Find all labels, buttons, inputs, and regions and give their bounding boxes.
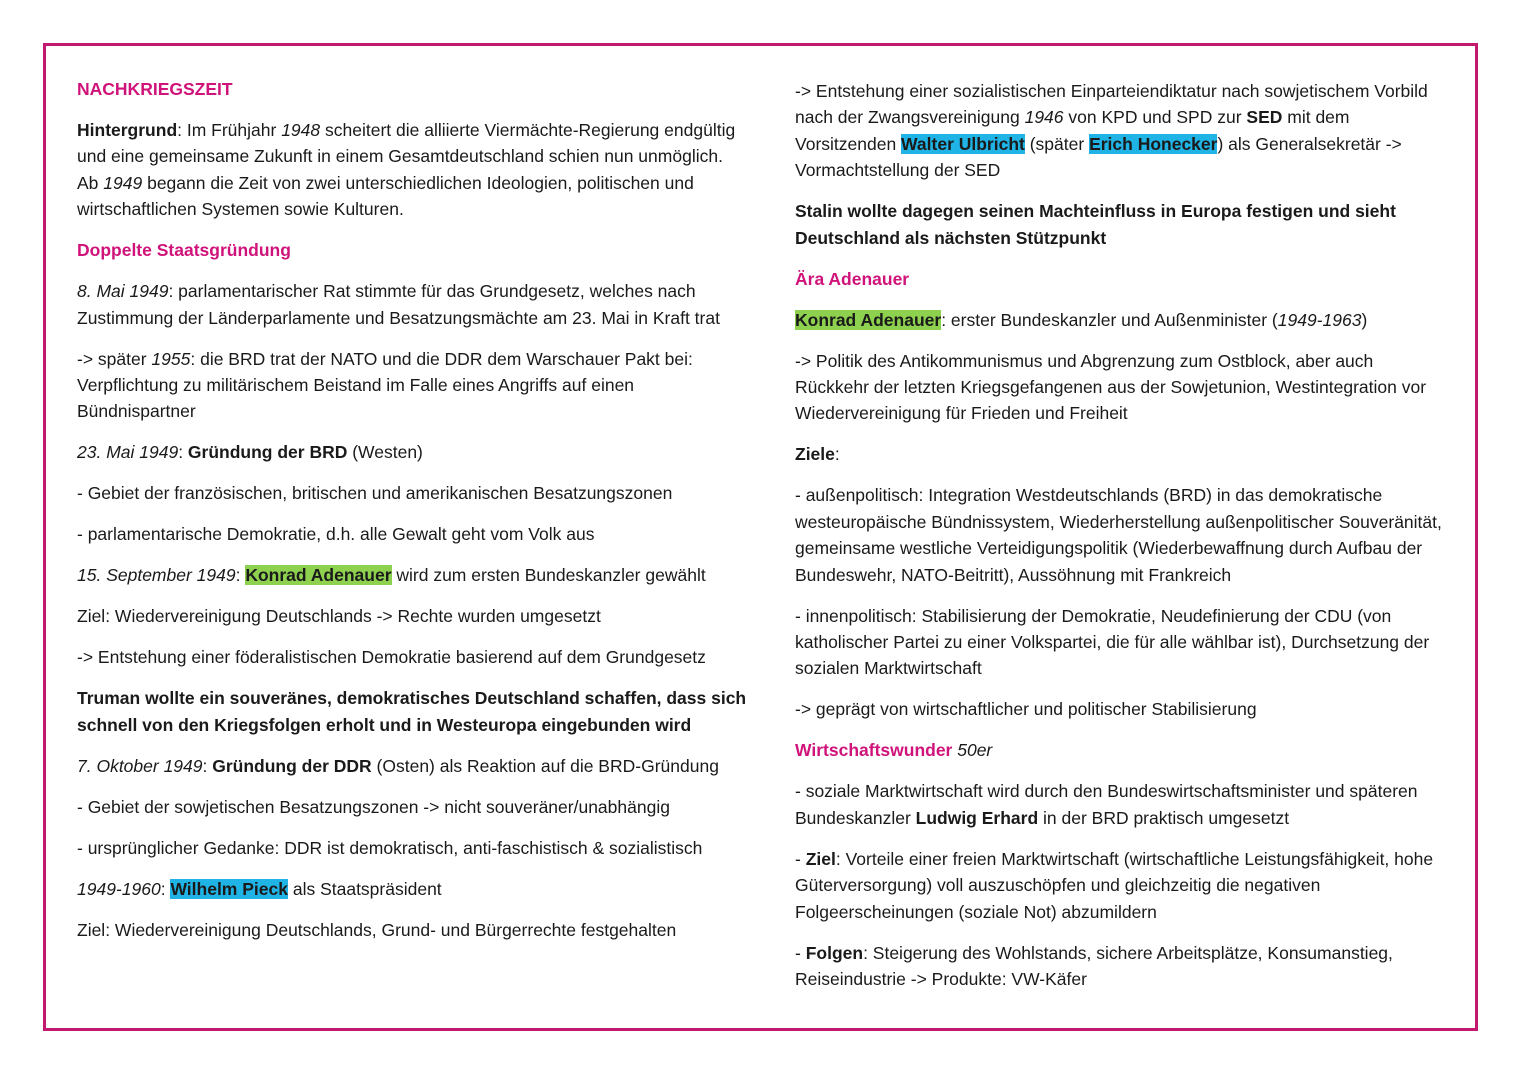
heading-suffix: 50er: [952, 740, 993, 761]
page-frame: [43, 43, 1478, 1031]
heading-wirtschaftswunder: [795, 737, 1450, 763]
text: begann die Zeit von zwei unterschiedlichen Ideologien, politischen und wirtschaftlichen Systemen sowie Kulturen.: [77, 172, 694, 220]
bold-text: Gründung der BRD: [187, 442, 348, 463]
list-item-ziel: [795, 846, 1450, 925]
paragraph-truman: Truman wollte ein souveränes, demokratisches Deutschland schaffen, dass sich schnell von den Kriegsfolgen erholt und in Westeuropa eingebunden wird: [77, 688, 747, 735]
highlight-konrad-adenauer: Konrad Adenauer: [245, 565, 392, 586]
list-item-brd-gebiet: - Gebiet der französischen, britischen und amerikanischen Besatzungszonen: [77, 483, 673, 504]
list-item-folgen: [795, 940, 1450, 993]
right-column: [795, 78, 1450, 1007]
text: :: [178, 442, 188, 463]
highlight-walter-ulbricht: Walter Ulbricht: [901, 133, 1025, 154]
date: 7. Oktober 1949: [77, 755, 203, 776]
text: -> später: [77, 348, 152, 369]
text: :: [235, 565, 246, 586]
date: 23. Mai 1949: [77, 442, 179, 463]
year: 1948: [281, 120, 321, 140]
text: (Westen): [347, 442, 423, 463]
paragraph-gruendung-ddr: [77, 753, 747, 779]
paragraph-politik: -> Politik des Antikommunismus und Abgrenzung zum Ostblock, aber auch Rückkehr der letzten Kriegsgefangenen aus der Sowjetunion, Westintegration vor Wiedervereinigung für Frieden und Freiheit: [795, 350, 1427, 424]
heading-text: Wirtschaftswunder: [795, 740, 953, 761]
text: : parlamentarischer Rat stimmte für das Grundgesetz, welches nach Zustimmung der Länderparlamente und Besatzungsmächte am 23. Mai in Kraft trat: [77, 281, 720, 328]
text: mit dem Vorsitzenden: [795, 107, 1350, 154]
bold-text: Ludwig Erhard: [915, 807, 1039, 828]
text: wird zum ersten Bundeskanzler gewählt: [391, 565, 706, 586]
years: 1949-1963: [1277, 309, 1362, 330]
text: als Staatspräsident: [287, 878, 442, 899]
paragraph-ziel-ddr: Ziel: Wiedervereinigung Deutschlands, Grund- und Bürgerrechte festgehalten: [77, 919, 677, 940]
label-ziele: [795, 441, 1450, 467]
list-item-ddr-gedanke: - ursprünglicher Gedanke: DDR ist demokratisch, anti-faschistisch & sozialistisch: [77, 837, 703, 858]
heading-aera-adenauer: Ära Adenauer: [795, 268, 910, 289]
bold-text: Folgen: [805, 942, 864, 963]
date: 1949-1960: [77, 878, 161, 899]
paragraph-pieck: [77, 876, 747, 902]
year: 1955: [151, 348, 191, 369]
text: -> Entstehung einer sozialistischen Einparteiendiktatur nach sowjetischem Vorbild nach der Zwangsvereinigung: [795, 81, 1428, 128]
paragraph-sed: [795, 78, 1450, 184]
list-item-aussenpolitisch: - außenpolitisch: Integration Westdeutschlands (BRD) in das demokratische westeuropäische Bündnissystem, Wiederherstellung außenpolitischer Souveränität, gemeinsame westliche Verteidigungspolitik (Wiederbewaffnung durch Aufbau der Bundeswehr, NATO-Beitritt), Aussöhnung mit Frankreich: [795, 485, 1442, 585]
paragraph-1955: [77, 346, 747, 425]
text: in der BRD praktisch umgesetzt: [1038, 807, 1290, 828]
list-item-innenpolitisch: - innenpolitisch: Stabilisierung der Demokratie, Neudefinierung der CDU (von katholischer Partei zu einer Volkspartei, die für alle wählbar ist), Durchsetzung der sozialen Marktwirtschaft: [795, 605, 1430, 679]
paragraph-adenauer: [795, 307, 1450, 333]
label-hintergrund: Hintergrund: [77, 120, 178, 140]
highlight-konrad-adenauer: Konrad Adenauer: [795, 309, 942, 330]
paragraph-ziel-brd: Ziel: Wiedervereinigung Deutschlands -> Rechte wurden umgesetzt: [77, 606, 601, 627]
text: : erster Bundeskanzler und Außenminister (: [941, 309, 1278, 330]
paragraph-foederalistisch: -> Entstehung einer föderalistischen Demokratie basierend auf dem Grundgesetz: [77, 647, 706, 668]
bold-text: Ziele: [795, 444, 835, 465]
text: : die BRD trat der NATO und die DDR dem Warschauer Pakt bei: Verpflichtung zu militärischem Beistand im Falle eines Angriffs auf einen Bündnispartner: [77, 348, 693, 422]
text: von KPD und SPD zur: [1063, 107, 1247, 128]
text: -: [795, 942, 806, 963]
paragraph-gepraegt: -> geprägt von wirtschaftlicher und politischer Stabilisierung: [795, 699, 1257, 720]
highlight-erich-honecker: Erich Honecker: [1089, 133, 1218, 154]
list-item-ddr-gebiet: - Gebiet der sowjetischen Besatzungszonen -> nicht souveräner/unabhängig: [77, 796, 670, 817]
paragraph-gruendung-brd: [77, 439, 747, 465]
date: 8. Mai 1949: [77, 281, 169, 302]
text: : Steigerung des Wohlstands, sichere Arbeitsplätze, Konsumanstieg, Reiseindustrie -> Produkte: VW-Käfer: [795, 942, 1393, 990]
text: (später: [1024, 133, 1090, 154]
paragraph-8-mai: [77, 278, 747, 331]
year: 1949: [103, 172, 143, 193]
left-column: [77, 76, 747, 958]
text: (Osten) als Reaktion auf die BRD-Gründung: [371, 755, 719, 776]
text: : Im Frühjahr: [177, 120, 282, 140]
paragraph-15-september: [77, 562, 747, 588]
paragraph-erhard: [795, 778, 1450, 831]
year: 1946: [1024, 107, 1064, 128]
section-title-nachkriegszeit: NACHKRIEGSZEIT: [77, 79, 233, 99]
highlight-wilhelm-pieck: Wilhelm Pieck: [170, 878, 288, 899]
text: -: [795, 848, 806, 869]
text: - soziale Marktwirtschaft wird durch den Bundeswirtschaftsminister und späteren Bundeskanzler: [795, 781, 1418, 828]
paragraph-stalin: Stalin wollte dagegen seinen Machteinfluss in Europa festigen und sieht Deutschland als nächsten Stützpunkt: [795, 201, 1396, 248]
text: : Vorteile einer freien Marktwirtschaft (wirtschaftliche Leistungsfähigkeit, hohe Güterversorgung) voll auszuschöpfen und gleichzeitig die negativen Folgeerscheinungen (soziale Not) abzumildern: [795, 848, 1434, 922]
text: :: [202, 755, 213, 776]
list-item-brd-demokratie: - parlamentarische Demokratie, d.h. alle Gewalt geht vom Volk aus: [77, 524, 595, 545]
date: 15. September 1949: [77, 565, 236, 586]
text: ): [1361, 309, 1368, 330]
bold-text: Ziel: [805, 848, 836, 869]
paragraph-hintergrund: [77, 117, 747, 223]
text: ) als Generalsekretär -> Vormachtstellung der SED: [795, 133, 1402, 181]
text: :: [160, 878, 171, 899]
text: :: [834, 444, 840, 465]
text: scheitert die alliierte Viermächte-Regierung endgültig und eine gemeinsame Zukunft in einem Gesamtdeutschland schien nun unmöglich. Ab: [77, 120, 736, 193]
bold-text: SED: [1246, 107, 1283, 128]
bold-text: Gründung der DDR: [212, 755, 372, 776]
heading-doppelte-staatsgruendung: Doppelte Staatsgründung: [77, 240, 291, 261]
